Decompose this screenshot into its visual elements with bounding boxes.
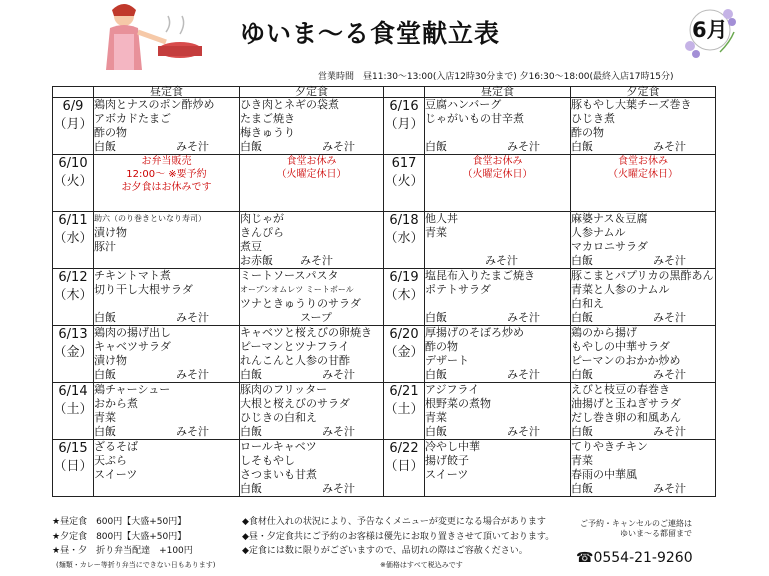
lunch-menu-cell (425, 440, 571, 497)
side-dishes (240, 426, 383, 438)
dish-item: 揚げ餃子 (425, 454, 469, 467)
side-dishes (94, 255, 239, 267)
date-label: 6/10 (58, 156, 88, 171)
dinner-menu-cell (571, 383, 716, 440)
side-dishes (425, 141, 570, 153)
side-dishes (571, 369, 715, 381)
price-item: ★夕定食 800円【大盛+50円】 (52, 531, 187, 542)
dish-item: 根野菜の煮物 (425, 397, 491, 410)
tax-note: ※価格はすべて税込みです (380, 561, 463, 569)
soup-label: みそ汁 (507, 368, 540, 381)
dish-item: たまご焼き (240, 112, 295, 125)
lunch-menu-cell (425, 269, 571, 326)
lunch-header: 昼定食 (94, 87, 240, 98)
dish-item: 豚もやし大葉チーズ巻き (571, 98, 692, 111)
date-label: 6/14 (58, 384, 88, 399)
soup-label: みそ汁 (176, 311, 209, 324)
small-note: (麺類・カレー等折り弁当にできない日もあります) (56, 561, 216, 569)
soup-label: みそ汁 (322, 140, 355, 153)
side-dishes (94, 426, 239, 438)
rice-label: 白飯 (240, 368, 262, 381)
week-row (53, 98, 716, 155)
weekday-label: （日） (384, 459, 424, 474)
date-cell (53, 98, 94, 155)
dish-item: だし巻き卵の和風あん (571, 411, 681, 424)
soup-label: みそ汁 (176, 425, 209, 438)
rice-label: 白飯 (425, 311, 447, 324)
dish-item: 酢の物 (571, 126, 604, 139)
week-row (53, 269, 716, 326)
lunch-menu-cell (94, 326, 240, 383)
dish-item: チキントマト煮 (94, 269, 171, 282)
soup-label: みそ汁 (507, 311, 540, 324)
side-dishes (425, 483, 570, 495)
dish-item: 鶏チャーシュー (94, 383, 171, 396)
closed-notice-line: お夕食はお休みです (121, 182, 212, 193)
date-cell (384, 326, 425, 383)
date-cell (384, 98, 425, 155)
dish-item: キャベツと桜えびの卵焼き (240, 326, 372, 339)
date-cell (53, 155, 94, 212)
soup-label: みそ汁 (653, 311, 686, 324)
dish-item: アジフライ (425, 383, 480, 396)
dish-item: 肉じゃが (240, 212, 284, 225)
dinner-header: 夕定食 (240, 87, 384, 98)
dish-item: 豚肉のフリッター (240, 383, 328, 396)
closed-notice-line: 12:00～ ※要予約 (126, 169, 207, 180)
lunch-menu-cell (94, 212, 240, 269)
dish-item: ひじきの白和え (240, 411, 317, 424)
side-dishes (425, 369, 570, 381)
rice-label: 白飯 (240, 425, 262, 438)
side-dishes (571, 141, 715, 153)
date-cell (53, 383, 94, 440)
dish-item: 青菜と人参のナムル (571, 283, 670, 296)
dish-item: 麻婆ナス＆豆腐 (571, 212, 648, 225)
dish-item: ロールキャベツ (240, 440, 317, 453)
weekday-label: （水） (53, 231, 93, 246)
dish-item: ピーマンのおかか炒め (571, 354, 681, 367)
chef-illustration-icon (96, 2, 216, 72)
weekday-label: （木） (53, 288, 93, 303)
dish-item: スイーツ (425, 468, 469, 481)
side-dishes (94, 312, 239, 324)
dish-item: 油揚げと玉ねぎサラダ (571, 397, 681, 410)
dinner-menu-cell (571, 98, 716, 155)
rice-label: 白飯 (240, 140, 262, 153)
date-cell (384, 383, 425, 440)
lunch-menu-cell (425, 383, 571, 440)
dish-item: 大根と桜えびのサラダ (240, 397, 350, 410)
dish-item: おから煮 (94, 397, 138, 410)
date-cell (53, 326, 94, 383)
dish-item: 漬け物 (94, 226, 127, 239)
phone-number: ☎0554-21-9260 (576, 550, 693, 566)
weekday-label: （土） (53, 402, 93, 417)
side-dishes (94, 141, 239, 153)
date-label: 6/12 (58, 270, 88, 285)
dinner-menu-cell (571, 326, 716, 383)
notice-item: ◆定食には数に限りがございますので、品切れの際はご容赦ください。 (242, 546, 528, 556)
dish-item: アボカドたまご (94, 112, 171, 125)
dish-item: デザート (425, 354, 469, 367)
dish-item: 豚こまとパプリカの黒酢あん (571, 269, 714, 282)
dish-item: 鶏肉の揚げ出し (94, 326, 171, 339)
rice-label: 白飯 (425, 425, 447, 438)
date-cell (53, 269, 94, 326)
rice-label: 白飯 (571, 482, 593, 495)
soup-label: みそ汁 (653, 425, 686, 438)
dinner-menu-cell (240, 98, 384, 155)
dish-item: 豆腐ハンバーグ (425, 98, 502, 111)
dish-item: 酢の物 (94, 126, 127, 139)
lunch-menu-cell (425, 326, 571, 383)
dish-item: オープンオムレツ ミートボール (240, 285, 354, 294)
date-label: 6/16 (389, 99, 419, 114)
dish-item: お赤飯 (240, 254, 273, 267)
dish-item: 塩昆布入りたまご焼き (425, 269, 535, 282)
dish-item: 青菜 (571, 454, 593, 467)
dish-item: 他人丼 (425, 212, 458, 225)
closed-notice-line: （火曜定休日） (608, 169, 678, 180)
dish-item: 冷やし中華 (425, 440, 480, 453)
dinner-menu-cell (571, 440, 716, 497)
closed-notice-line: 食堂お休み (472, 156, 523, 167)
side-dishes (240, 312, 383, 324)
dish-item: ひき肉とネギの袋煮 (240, 98, 339, 111)
dish-item: れんこんと人参の甘酢 (240, 354, 350, 367)
dish-item: ピーマンとツナフライ (240, 340, 350, 353)
date-label: 6/9 (62, 99, 84, 114)
closed-notice-cell (425, 155, 571, 212)
dish-item: 梅きゅうり (240, 126, 295, 139)
closed-notice-cell (240, 155, 384, 212)
lunch-menu-cell (94, 98, 240, 155)
dish-item: 切り干し大根サラダ (94, 283, 193, 296)
date-cell (384, 155, 425, 212)
weekday-label: （月） (53, 117, 93, 132)
soup-label: みそ汁 (653, 482, 686, 495)
dish-item: ひじき煮 (571, 112, 615, 125)
weekday-label: （木） (384, 288, 424, 303)
soup-label: みそ汁 (176, 368, 209, 381)
dinner-menu-cell (571, 212, 716, 269)
dish-item: えびと枝豆の春巻き (571, 383, 670, 396)
weekday-label: （金） (53, 345, 93, 360)
dish-item: 漬け物 (94, 354, 127, 367)
weekday-label: （日） (53, 459, 93, 474)
soup-label: みそ汁 (485, 254, 518, 267)
side-dishes (571, 426, 715, 438)
date-label: 6/19 (389, 270, 419, 285)
dish-item: 白和え (571, 297, 604, 310)
dinner-menu-cell (240, 326, 384, 383)
dinner-menu-cell (240, 383, 384, 440)
rice-label: 白飯 (240, 482, 262, 495)
weekday-label: （火） (53, 174, 93, 189)
closed-notice-cell (571, 155, 716, 212)
soup-label: みそ汁 (322, 425, 355, 438)
soup-label: みそ汁 (322, 368, 355, 381)
dish-item: さつまいも甘煮 (240, 468, 317, 481)
dinner-header: 夕定食 (571, 87, 716, 98)
closed-notice-cell (94, 155, 240, 212)
date-label: 6/11 (58, 213, 88, 228)
contact-info (580, 519, 692, 539)
dish-item: マカロニサラダ (571, 240, 648, 253)
side-dishes (425, 312, 570, 324)
rice-label: 白飯 (94, 140, 116, 153)
dish-item: ざるそば (94, 440, 138, 453)
dish-item: 煮豆 (240, 240, 262, 253)
side-dishes (571, 312, 715, 324)
side-dishes (240, 141, 383, 153)
dish-item: 豚汁 (94, 240, 116, 253)
empty-header (384, 87, 425, 98)
dish-item: しそもやし (240, 454, 295, 467)
week-row (53, 155, 716, 212)
dish-item: 人参ナムル (571, 226, 626, 239)
price-list (52, 515, 193, 559)
side-dishes (94, 483, 239, 495)
week-row (53, 383, 716, 440)
dinner-menu-cell (240, 440, 384, 497)
dish-item: ツナときゅうりのサラダ (240, 297, 361, 310)
rice-label: 白飯 (94, 425, 116, 438)
rice-label: 白飯 (425, 368, 447, 381)
side-dishes (240, 483, 383, 495)
soup-label: みそ汁 (322, 482, 355, 495)
side-dishes (94, 369, 239, 381)
dinner-menu-cell (240, 212, 384, 269)
side-dishes (240, 369, 383, 381)
dish-item: キャベツサラダ (94, 340, 171, 353)
date-label: 617 (391, 156, 417, 171)
dish-item: もやしの中華サラダ (571, 340, 670, 353)
soup-label: みそ汁 (300, 254, 333, 267)
empty-header (53, 87, 94, 98)
menu-table (52, 86, 716, 497)
weekday-label: （水） (384, 231, 424, 246)
dish-item: 青菜 (94, 411, 116, 424)
date-label: 6/20 (389, 327, 419, 342)
soup-label: みそ汁 (507, 425, 540, 438)
soup-label: みそ汁 (653, 140, 686, 153)
lunch-menu-cell (94, 269, 240, 326)
rice-label: 白飯 (425, 140, 447, 153)
soup-label: みそ汁 (653, 368, 686, 381)
lunch-menu-cell (94, 383, 240, 440)
rice-label: 白飯 (571, 140, 593, 153)
dish-item: 厚揚げのそぼろ炒め (425, 326, 524, 339)
dish-item: 天ぷら (94, 454, 127, 467)
page-title: ゆいま〜る食堂献立表 (240, 19, 501, 48)
dish-item: ポテトサラダ (425, 283, 491, 296)
date-label: 6/22 (389, 441, 419, 456)
lunch-header: 昼定食 (425, 87, 571, 98)
soup-label: みそ汁 (507, 140, 540, 153)
dish-item: てりやきチキン (571, 440, 648, 453)
header (0, 0, 769, 86)
dish-item: 鶏肉とナスのポン酢炒め (94, 98, 215, 111)
weekday-label: （金） (384, 345, 424, 360)
contact-line: ゆいま～る都留まで (620, 529, 692, 538)
rice-label: 白飯 (571, 368, 593, 381)
rice-label: 白飯 (94, 311, 116, 324)
date-cell (53, 440, 94, 497)
weekday-label: （土） (384, 402, 424, 417)
dish-item: 助六（のり巻きといなり寿司） (94, 214, 206, 223)
date-label: 6/15 (58, 441, 88, 456)
closed-notice-line: （火曜定休日） (462, 169, 533, 180)
closed-notice-line: 食堂お休み (286, 156, 337, 167)
date-label: 6/13 (58, 327, 88, 342)
rice-label: 白飯 (571, 254, 593, 267)
rice-label: 白飯 (94, 368, 116, 381)
weekday-label: （火） (384, 174, 424, 189)
closed-notice-line: （火曜定休日） (276, 169, 347, 180)
date-cell (384, 269, 425, 326)
contact-line: ご予約・キャンセルのご連絡は (580, 519, 692, 528)
dish-item: ミートソースパスタ (240, 269, 339, 282)
notice-item: ◆昼・夕定食共にご予約のお客様は優先にお取り置きさせて頂いております。 (242, 531, 555, 542)
date-label: 6/21 (389, 384, 419, 399)
notice-item: ◆食材仕入れの状況により、予告なくメニューが変更になる場合があります (242, 517, 546, 527)
rice-label: 白飯 (571, 311, 593, 324)
week-row (53, 326, 716, 383)
date-label: 6/18 (389, 213, 419, 228)
date-cell (53, 212, 94, 269)
dish-item: 青菜 (425, 411, 447, 424)
date-cell (384, 212, 425, 269)
price-item: ★昼・夕 折り弁当配達 +100円 (52, 546, 193, 556)
dish-item: 青菜 (425, 226, 447, 239)
soup-label: スープ (300, 311, 332, 324)
side-dishes (240, 255, 383, 267)
date-cell (384, 440, 425, 497)
dinner-menu-cell (240, 269, 384, 326)
rice-label: 白飯 (571, 425, 593, 438)
dish-item: 春雨の中華風 (571, 468, 637, 481)
side-dishes (571, 255, 715, 267)
side-dishes (425, 255, 570, 267)
price-item: ★昼定食 600円【大盛+50円】 (52, 517, 187, 527)
soup-label: みそ汁 (176, 140, 209, 153)
weekday-label: （月） (384, 117, 424, 132)
dinner-menu-cell (571, 269, 716, 326)
dish-item: スイーツ (94, 468, 138, 481)
month-label: 6月 (692, 18, 728, 42)
lunch-menu-cell (94, 440, 240, 497)
soup-label: みそ汁 (653, 254, 686, 267)
closed-notice-line: お弁当販売 (141, 156, 192, 167)
week-row (53, 212, 716, 269)
dish-item: じゃがいもの甘辛煮 (425, 112, 524, 125)
lunch-menu-cell (425, 212, 571, 269)
notice-list (242, 515, 554, 559)
week-row (53, 440, 716, 497)
side-dishes (425, 426, 570, 438)
side-dishes (571, 483, 715, 495)
business-hours: 営業時間 昼11:30～13:00(入店12時30分まで) 夕16:30～18:00(最終入店17時15分) (318, 72, 674, 82)
lunch-menu-cell (425, 98, 571, 155)
dish-item: 酢の物 (425, 340, 458, 353)
closed-notice-line: 食堂お休み (618, 156, 668, 167)
dish-item: 鶏のから揚げ (571, 326, 637, 339)
dish-item: きんぴら (240, 226, 284, 239)
